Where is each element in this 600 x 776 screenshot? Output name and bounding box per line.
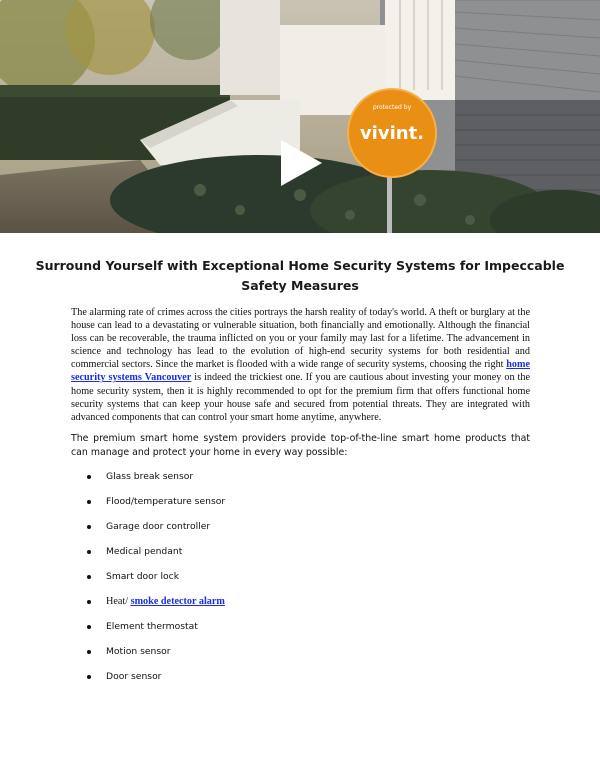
list-item: Motion sensor <box>87 645 225 670</box>
bullet-icon <box>87 475 91 479</box>
title-line-1: Surround Yourself with Exceptional Home Security Systems for Impeccable <box>35 258 565 273</box>
list-item: Flood/temperature sensor <box>87 495 225 520</box>
list-item: Smart door lock <box>87 570 225 595</box>
bullet-icon <box>87 600 91 604</box>
bullet-icon <box>87 500 91 504</box>
hero-image <box>0 0 600 233</box>
intro-paragraph <box>71 306 530 424</box>
list-item: Door sensor <box>87 670 225 695</box>
heat-prefix: Heat/ <box>106 596 131 607</box>
home-security-link[interactable]: home security systems Vancouver <box>71 359 530 384</box>
list-item <box>87 595 225 620</box>
list-item: Glass break sensor <box>87 470 225 495</box>
sign-top-text: protected by <box>372 104 412 111</box>
list-item: Medical pendant <box>87 545 225 570</box>
intro-text-before: The alarming rate of crimes across the cities portrays the harsh reality of today's world. A theft or burglary at the house can lead to a devastating or vulnerable situation, both financially and emotionally. Although the financial loss can be recoverable, the trauma inflicted on you or your family may last for a lifetime. The advancement in science and technology has lead to the evolution of high-end security systems for both residential and commercial sectors. Since the market is flooded with a wide range of security systems, choosing the right <box>71 307 530 371</box>
bullet-icon <box>87 625 91 629</box>
intro-text-after: is indeed the trickiest one. If you are cautious about investing your money on the home security system, then it is highly recommended to opt for the premium firm that offers functional home security systems that can keep your house safe and secured from potential threats. They are integrated with advanced components that can control your smart home anytime, anywhere. <box>71 372 530 423</box>
smoke-detector-link[interactable]: smoke detector alarm <box>130 596 225 607</box>
hero-video[interactable] <box>0 0 600 233</box>
bullet-icon <box>87 650 91 654</box>
products-paragraph: The premium smart home system providers provide top-of-the-line smart home products that can manage and protect your home in every way possible: <box>71 433 530 458</box>
bullet-icon <box>87 675 91 679</box>
product-list <box>87 470 225 695</box>
sign-brand: vivint. <box>359 123 425 144</box>
bullet-icon <box>87 575 91 579</box>
list-item: Element thermostat <box>87 620 225 645</box>
title-line-2: Safety Measures <box>241 278 359 293</box>
bullet-icon <box>87 550 91 554</box>
list-item: Garage door controller <box>87 520 225 545</box>
page-title <box>0 256 600 296</box>
bullet-icon <box>87 525 91 529</box>
